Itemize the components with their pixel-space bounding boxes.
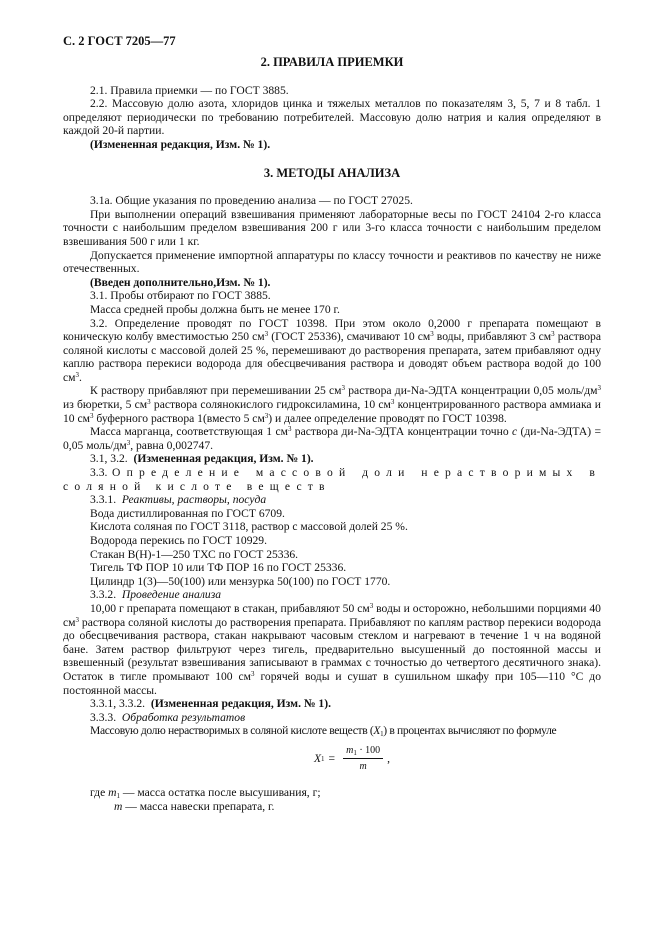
section-3-title: 3. МЕТОДЫ АНАЛИЗА (263, 165, 401, 180)
reagent-item: Тигель ТФ ПОР 10 или ТФ ПОР 16 по ГОСТ 25336. (90, 561, 347, 575)
where-m: m — масса навески препарата, г. (114, 799, 275, 813)
reagent-item: Стакан В(Н)-1—250 ТХС по ГОСТ 25336. (90, 547, 299, 561)
para-import: Допускается применение импортной аппаратуры по классу точности и реактивов по качеству не ниже отечественных. (63, 248, 601, 276)
para-weighing: При выполнении операций взвешивания применяют лабораторные весы по ГОСТ 24104 2-го класса точности с наибольшим пределом взвешивания 200 г или 3-го класса точности с наибольшим пределом взвешивания 500 г или 1 кг. (63, 207, 601, 248)
reagent-item: Водорода перекись по ГОСТ 10929. (90, 534, 267, 547)
formula-fraction: $\frac{m_1 \cdot 100}{m}$ (343, 744, 383, 774)
para-analysis-procedure: 10,00 г препарата помещают в стакан, прибавляют 50 $см^3$ воды и осторожно, небольшими порциями 40 $см^3$ раствора соляной кислоты до растворения препарата. Прибавляют по каплям раствор перекиси водорода до обесцвечивания раствора, стакан накрывают часовым стеклом и нагревают в течение 1 ч на водяной бане. Затем раствор фильтруют через тигель, предварительно высушенный до постоянной массы и взвешенный (результат взвешивания записывают в граммах с точностью до четвертого десятичного знака). Остаток в тигле промывают 100 $см^3$ горячей воды и сушат в сушильном шкафу при 105—110 °С до постоянной массы. (63, 601, 601, 697)
para-sample-mass: Масса средней пробы должна быть не менее 170 г. (90, 302, 340, 316)
para-3-3-1-heading: 3.3.1. Реактивы, растворы, посуда (90, 493, 267, 507)
amendment-3-3-1-3-3-2: 3.3.1, 3.3.2. (Измененная редакция, Изм. № 1). (90, 697, 331, 711)
para-3-3-3-heading: 3.3.3. Обработка результатов (90, 710, 246, 724)
amendment-3-1-3-2: 3.1, 3.2. (Измененная редакция, Изм. № 1). (90, 452, 314, 466)
para-3-1: 3.1. Пробы отбирают по ГОСТ 3885. (90, 289, 271, 303)
para-manganese-mass: Масса марганца, соответствующая 1 $см^3$ раствора ди-Na-ЭДТА концентрации точно c (ди-Na-ЭДТА) = 0,05 моль/$дм^3$, равна 0,002747. (63, 425, 601, 452)
para-3-2: 3.2. Определение проводят по ГОСТ 10398. При этом около 0,2000 г препарата помещают в коническую колбу вместимостью 250 $см^3$ (ГОСТ 25336), смачивают 10 $см^3$ воды, прибавляют 3 $см^3$ раствора соляной кислоты с массовой долей 25 %, перемешивают до растворения препарата, затем прибавляют одну каплю раствора перекиси водорода для обесцвечивания раствора и доводят объем раствора водой до 100 $см^3$. (63, 316, 601, 384)
introduced-note: (Введен дополнительно,Изм. № 1). (90, 275, 271, 289)
reagent-item: Кислота соляная по ГОСТ 3118, раствор с массовой долей 25 %. (90, 520, 408, 534)
where-m1: где $m_1$ — масса остатка после высушивания, г; (90, 785, 321, 800)
para-calculation: Массовую долю нерастворимых в соляной кислоте веществ $(X_1)$ в процентах вычисляют по формуле (90, 724, 557, 739)
reagent-item: Цилиндр 1(3)—50(100) или мензурка 50(100) по ГОСТ 1770. (90, 574, 391, 588)
section-2-title: 2. ПРАВИЛА ПРИЕМКИ (260, 55, 404, 69)
para-3-3: 3.3. Определение массовой доли нерастворимых в соляной кислоте веществ (63, 466, 601, 493)
para-3-3-2-heading: 3.3.2. Проведение анализа (90, 588, 222, 602)
amendment-note: (Измененная редакция, Изм. № 1). (90, 137, 271, 151)
document-body (63, 0, 601, 813)
para-2-2: 2.2. Массовую долю азота, хлоридов цинка и тяжелых металлов по показателям 3, 5, 7 и 8 табл. 1 определяют периодически по требованию потребителей. Массовую долю натрия и калия определяют в каждой 20-й партии. (63, 97, 601, 138)
page-header: С. 2 ГОСТ 7205—77 (63, 34, 176, 48)
para-edta-addition: К раствору прибавляют при перемешивании 25 $см^3$ раствора ди-Na-ЭДТА концентрации 0,05 моль/$дм^3$ из бюретки, 5 $см^3$ раствора солянокислого гидроксиламина, 10 $см^3$ концентрированного раствора аммиака и 10 $см^3$ буферного раствора 1(вместо 5 $см^3$) и далее определение проводят по ГОСТ 10398. (63, 384, 602, 425)
formula-x1: X 1 = $\frac{m_1 \cdot 100}{m}$ , (313, 744, 391, 773)
reagent-item: Вода дистиллированная по ГОСТ 6709. (90, 506, 285, 520)
para-3-1a: 3.1а. Общие указания по проведению анализа — по ГОСТ 27025. (90, 194, 413, 208)
para-2-1: 2.1. Правила приемки — по ГОСТ 3885. (90, 83, 289, 97)
